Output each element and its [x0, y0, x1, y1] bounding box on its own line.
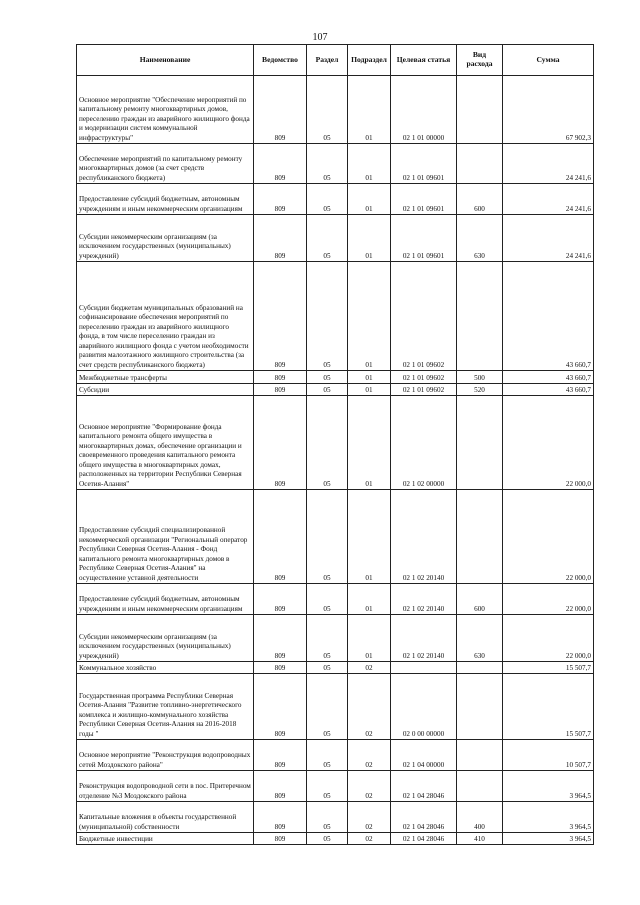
cell-name: Капитальные вложения в объекты государственной (муниципальной) собственности	[77, 802, 254, 833]
table-row	[77, 802, 594, 833]
cell-expense-type: 410	[457, 833, 503, 845]
cell-subsection: 01	[348, 584, 391, 615]
cell-dept: 809	[254, 184, 307, 215]
page-number: 107	[312, 32, 328, 43]
table-row	[77, 833, 594, 845]
cell-expense-type	[457, 674, 503, 740]
cell-section: 05	[307, 490, 348, 584]
cell-amount: 22 000,0	[503, 584, 594, 615]
cell-dept: 809	[254, 371, 307, 384]
cell-expense-type	[457, 262, 503, 371]
cell-target: 02 1 04 00000	[391, 740, 457, 771]
cell-dept: 809	[254, 584, 307, 615]
cell-expense-type: 600	[457, 584, 503, 615]
cell-section: 05	[307, 674, 348, 740]
cell-target: 02 1 01 09602	[391, 262, 457, 371]
cell-amount: 3 964,5	[503, 802, 594, 833]
cell-name: Субсидии некоммерческим организациям (за исключением государственных (муниципальных) учреждений)	[77, 215, 254, 262]
header-dept: Ведомство	[254, 45, 307, 76]
cell-section: 05	[307, 584, 348, 615]
table-row	[77, 262, 594, 371]
cell-target: 02 1 04 28046	[391, 802, 457, 833]
cell-amount: 43 660,7	[503, 262, 594, 371]
cell-section: 05	[307, 76, 348, 144]
cell-section: 05	[307, 662, 348, 674]
cell-expense-type	[457, 76, 503, 144]
cell-section: 05	[307, 144, 348, 184]
cell-expense-type: 400	[457, 802, 503, 833]
cell-expense-type	[457, 771, 503, 802]
cell-amount: 10 507,7	[503, 740, 594, 771]
table-header	[77, 45, 594, 76]
cell-expense-type: 630	[457, 215, 503, 262]
cell-section: 05	[307, 396, 348, 490]
table-row	[77, 76, 594, 144]
cell-name: Государственная программа Республики Северная Осетия-Алания "Развитие топливно-энергетического комплекса и жилищно-коммунального хозяйства Республики Северная Осетия-Алания на 2016-2018 годы "	[77, 674, 254, 740]
cell-name: Субсидии бюджетам муниципальных образований на софинансирование обеспечения мероприятий по переселению граждан из аварийного жилищного фонда, в том числе переселению граждан из аварийного жилищного фонда с учетом необходимости развития малоэтажного жилищного строительства (за счет средств республиканского бюджета)	[77, 262, 254, 371]
table-row	[77, 490, 594, 584]
cell-dept: 809	[254, 396, 307, 490]
table-row	[77, 615, 594, 662]
cell-amount: 24 241,6	[503, 144, 594, 184]
cell-name: Реконструкция водопроводной сети в пос. Притеречном отделение №3 Моздокского района	[77, 771, 254, 802]
cell-amount: 22 000,0	[503, 490, 594, 584]
cell-name: Предоставление субсидий специализированной некоммерческой организации "Региональный оператор Республики Северная Осетия-Алания - Фонд капитального ремонта многоквартирных домов в Республике Северная Осетия-Алания" на осуществление уставной деятельности	[77, 490, 254, 584]
header-name: Наименование	[77, 45, 254, 76]
cell-subsection: 01	[348, 144, 391, 184]
table-row	[77, 384, 594, 396]
cell-name: Бюджетные инвестиции	[77, 833, 254, 845]
table-row	[77, 662, 594, 674]
cell-name: Основное мероприятие "Обеспечение мероприятий по капитальному ремонту многоквартирных домов, переселению граждан из аварийного жилищного фонда и модернизации систем коммунальной инфраструктуры"	[77, 76, 254, 144]
cell-target: 02 1 01 09602	[391, 384, 457, 396]
cell-section: 05	[307, 384, 348, 396]
cell-target: 02 1 01 00000	[391, 76, 457, 144]
cell-amount: 3 964,5	[503, 771, 594, 802]
cell-subsection: 01	[348, 615, 391, 662]
cell-expense-type: 600	[457, 184, 503, 215]
cell-name: Субсидии	[77, 384, 254, 396]
cell-dept: 809	[254, 262, 307, 371]
cell-section: 05	[307, 371, 348, 384]
table-row	[77, 144, 594, 184]
cell-expense-type	[457, 396, 503, 490]
cell-section: 05	[307, 833, 348, 845]
cell-amount: 43 660,7	[503, 384, 594, 396]
header-section: Раздел	[307, 45, 348, 76]
cell-expense-type: 630	[457, 615, 503, 662]
cell-name: Межбюджетные трансферты	[77, 371, 254, 384]
table-row	[77, 674, 594, 740]
cell-subsection: 02	[348, 802, 391, 833]
cell-name: Субсидии некоммерческим организациям (за исключением государственных (муниципальных) учреждений)	[77, 615, 254, 662]
table-row	[77, 184, 594, 215]
cell-expense-type	[457, 740, 503, 771]
table-row	[77, 371, 594, 384]
cell-target: 02 1 01 09601	[391, 144, 457, 184]
cell-subsection: 01	[348, 384, 391, 396]
cell-expense-type	[457, 662, 503, 674]
cell-amount: 24 241,6	[503, 184, 594, 215]
cell-target: 02 0 00 00000	[391, 674, 457, 740]
cell-subsection: 01	[348, 262, 391, 371]
cell-subsection: 02	[348, 833, 391, 845]
cell-target: 02 1 04 28046	[391, 833, 457, 845]
cell-subsection: 01	[348, 184, 391, 215]
table-row	[77, 215, 594, 262]
cell-subsection: 01	[348, 76, 391, 144]
cell-amount: 22 000,0	[503, 396, 594, 490]
cell-subsection: 02	[348, 771, 391, 802]
cell-name: Коммунальное хозяйство	[77, 662, 254, 674]
cell-section: 05	[307, 215, 348, 262]
cell-section: 05	[307, 771, 348, 802]
cell-target: 02 1 01 09601	[391, 184, 457, 215]
cell-section: 05	[307, 262, 348, 371]
header-amount: Сумма	[503, 45, 594, 76]
cell-target: 02 1 01 09602	[391, 371, 457, 384]
cell-target: 02 1 01 09601	[391, 215, 457, 262]
cell-dept: 809	[254, 674, 307, 740]
cell-subsection: 01	[348, 215, 391, 262]
header-target: Целевая статья	[391, 45, 457, 76]
cell-amount: 67 902,3	[503, 76, 594, 144]
cell-section: 05	[307, 740, 348, 771]
cell-dept: 809	[254, 384, 307, 396]
cell-section: 05	[307, 802, 348, 833]
cell-section: 05	[307, 184, 348, 215]
cell-amount: 15 507,7	[503, 674, 594, 740]
cell-expense-type	[457, 144, 503, 184]
header-subsection: Подраздел	[348, 45, 391, 76]
cell-amount: 15 507,7	[503, 662, 594, 674]
cell-name: Основное мероприятие "Формирование фонда капитального ремонта общего имущества в многоквартирных домах, обеспечение организации и своевременного проведения капитального ремонта общего имущества в многоквартирных домах, расположенных на территории Республики Северная Осетия-Алания"	[77, 396, 254, 490]
table-body	[77, 76, 594, 845]
cell-amount: 24 241,6	[503, 215, 594, 262]
cell-subsection: 01	[348, 396, 391, 490]
cell-dept: 809	[254, 76, 307, 144]
cell-amount: 3 964,5	[503, 833, 594, 845]
cell-dept: 809	[254, 662, 307, 674]
cell-dept: 809	[254, 615, 307, 662]
budget-table	[76, 44, 594, 845]
cell-subsection: 01	[348, 490, 391, 584]
cell-name: Обеспечение мероприятий по капитальному ремонту многоквартирных домов (за счет средств республиканского бюджета)	[77, 144, 254, 184]
cell-dept: 809	[254, 833, 307, 845]
cell-target: 02 1 02 20140	[391, 584, 457, 615]
cell-name: Предоставление субсидий бюджетным, автономным учреждениям и иным некоммерческим организациям	[77, 184, 254, 215]
cell-subsection: 02	[348, 674, 391, 740]
cell-dept: 809	[254, 144, 307, 184]
cell-subsection: 02	[348, 740, 391, 771]
cell-target: 02 1 02 00000	[391, 396, 457, 490]
cell-target: 02 1 02 20140	[391, 490, 457, 584]
cell-subsection: 01	[348, 371, 391, 384]
cell-dept: 809	[254, 215, 307, 262]
table-row	[77, 771, 594, 802]
cell-amount: 22 000,0	[503, 615, 594, 662]
cell-name: Основное мероприятие "Реконструкция водопроводных сетей Моздокского района"	[77, 740, 254, 771]
cell-target	[391, 662, 457, 674]
table-row	[77, 584, 594, 615]
cell-target: 02 1 04 28046	[391, 771, 457, 802]
cell-dept: 809	[254, 802, 307, 833]
cell-expense-type: 500	[457, 371, 503, 384]
cell-name: Предоставление субсидий бюджетным, автономным учреждениям и иным некоммерческим организациям	[77, 584, 254, 615]
cell-dept: 809	[254, 771, 307, 802]
cell-expense-type: 520	[457, 384, 503, 396]
cell-target: 02 1 02 20140	[391, 615, 457, 662]
table-row	[77, 396, 594, 490]
cell-dept: 809	[254, 740, 307, 771]
cell-dept: 809	[254, 490, 307, 584]
cell-expense-type	[457, 490, 503, 584]
table-row	[77, 740, 594, 771]
cell-section: 05	[307, 615, 348, 662]
cell-amount: 43 660,7	[503, 371, 594, 384]
cell-subsection: 02	[348, 662, 391, 674]
header-expense-type: Вид расхода	[457, 45, 503, 76]
